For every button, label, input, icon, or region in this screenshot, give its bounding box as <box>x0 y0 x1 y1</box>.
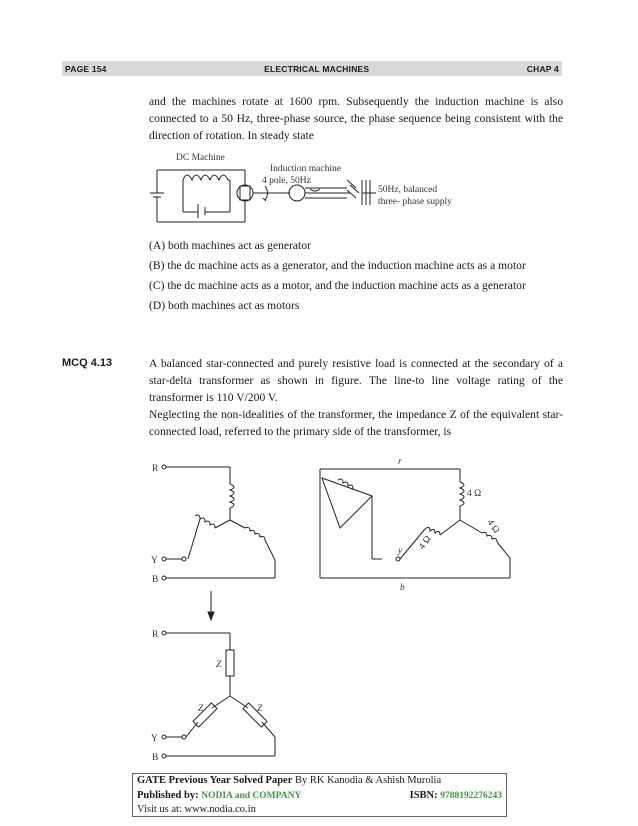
label-Z-3: Z <box>257 704 263 714</box>
supply-label-2: three- phase supply <box>378 197 452 207</box>
label-R-bottom: R <box>152 630 159 640</box>
mcq-label: MCQ 4.13 <box>62 357 113 369</box>
option-a: (A) both machines act as generator <box>149 239 311 252</box>
dc-machine-label: DC Machine <box>176 153 225 163</box>
footer-box <box>132 773 507 817</box>
footer-title: GATE Previous Year Solved Paper By RK Kanodia & Ashish Murolia <box>137 775 442 786</box>
label-R-top: R <box>152 464 159 474</box>
option-b: (B) the dc machine acts as a generator, and the induction machine acts as a motor <box>149 259 526 272</box>
page-number: PAGE 154 <box>65 63 107 74</box>
option-c: (C) the dc machine acts as a motor, and the induction machine acts as a generator <box>149 279 526 292</box>
induction-label-2: 4 pole, 50Hz <box>262 176 311 186</box>
label-r: r <box>398 457 402 467</box>
label-4ohm-1: 4 Ω <box>467 489 482 499</box>
footer-publisher-row: Published by: NODIA and COMPANY ISBN: 9788192276243 <box>137 789 502 801</box>
footer-website[interactable]: Visit us at: www.nodia.co.in <box>137 804 256 815</box>
label-b: b <box>400 583 405 593</box>
chapter-title: ELECTRICAL MACHINES <box>264 63 370 74</box>
label-y: y <box>398 546 403 556</box>
question-13-para2: Neglecting the non-idealities of the transformer, the impedance Z of the equivalent star-connected load, referred to the primary side of the transformer, is <box>149 408 563 438</box>
label-Y-top: Y <box>151 556 158 566</box>
question-13-para1: A balanced star-connected and purely resistive load is connected at the secondary of a star-delta transformer as shown in figure. The line-to line voltage rating of the transformer is 110 V/200 V. <box>149 357 563 404</box>
option-d: (D) both machines act as motors <box>149 299 300 312</box>
continuation-text: and the machines rotate at 1600 rpm. Subsequently the induction machine is also connected to a 50 Hz, three-phase source, the phase sequence being consistent with the direction of rotation. In steady state <box>149 95 563 142</box>
chapter-number: CHAP 4 <box>526 63 559 74</box>
label-Z-2: Z <box>198 704 204 714</box>
label-Y-bottom: Y <box>151 734 158 744</box>
label-4ohm-2: 4 Ω <box>417 534 434 552</box>
label-B-bottom: B <box>152 753 159 763</box>
supply-label-1: 50Hz, balanced <box>378 185 438 195</box>
label-B-top: B <box>152 575 159 585</box>
label-Z-1: Z <box>216 660 222 670</box>
label-4ohm-3: 4 Ω <box>484 517 501 536</box>
induction-label-1: Induction machine <box>270 164 341 174</box>
